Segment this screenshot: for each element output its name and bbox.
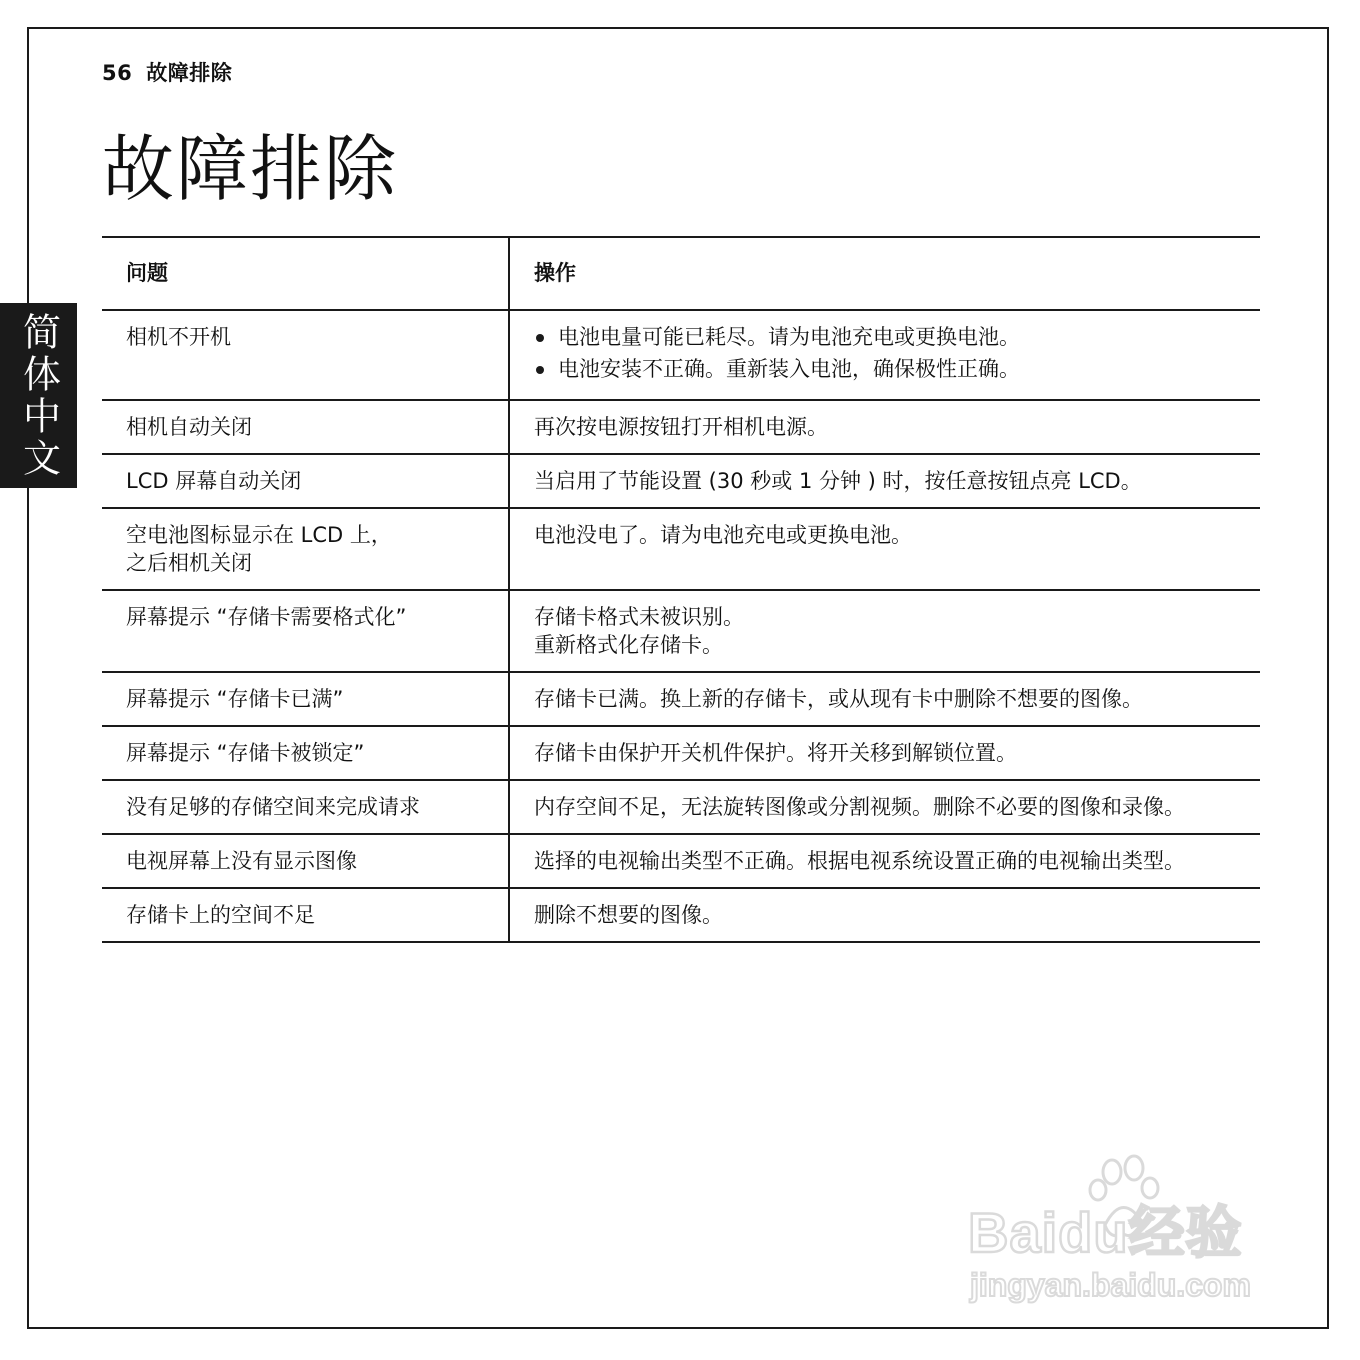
action-text: 存储卡由保护开关机件保护。将开关移到解锁位置。 — [534, 741, 1017, 765]
problem-cell — [102, 780, 509, 834]
problem-cell — [102, 888, 509, 942]
watermark-brand: Baidu经验 — [968, 1201, 1243, 1264]
table-row — [102, 590, 1260, 672]
action-cell — [509, 780, 1260, 834]
problem-text: 相机自动关闭 — [126, 415, 252, 439]
page-title: 故障排除 — [102, 127, 399, 211]
action-text: 存储卡已满。换上新的存储卡，或从现有卡中删除不想要的图像。 — [534, 687, 1143, 711]
problem-text: 之后相机关闭 — [126, 551, 252, 575]
problem-cell — [102, 310, 509, 400]
problem-cell — [102, 672, 509, 726]
action-text: 内存空间不足，无法旋转图像或分割视频。删除不必要的图像和录像。 — [534, 795, 1185, 819]
action-cell — [509, 834, 1260, 888]
problem-cell — [102, 590, 509, 672]
running-header — [102, 57, 232, 87]
table-row — [102, 672, 1260, 726]
table-row — [102, 400, 1260, 454]
table-row — [102, 834, 1260, 888]
action-cell — [509, 454, 1260, 508]
baidu-jingyan-watermark — [960, 1150, 1290, 1310]
table-body — [102, 310, 1260, 942]
problem-text: 电视屏幕上没有显示图像 — [126, 849, 357, 873]
page-number: 56 — [102, 61, 133, 85]
problem-cell — [102, 834, 509, 888]
action-text: 当启用了节能设置 (30 秒或 1 分钟 ) 时，按任意按钮点亮 LCD。 — [534, 469, 1142, 493]
problem-text: 相机不开机 — [126, 325, 231, 349]
column-header-action: 操作 — [509, 237, 1260, 310]
action-cell — [509, 310, 1260, 400]
watermark-url: jingyan.baidu.com — [970, 1267, 1251, 1303]
language-side-tab-label: 简体中文 — [16, 311, 61, 480]
table-row — [102, 454, 1260, 508]
action-bullet-list — [534, 323, 1236, 383]
problem-text: 屏幕提示 “存储卡已满” — [126, 687, 344, 711]
table-row — [102, 310, 1260, 400]
problem-cell — [102, 508, 509, 590]
table-row — [102, 888, 1260, 942]
problem-cell — [102, 726, 509, 780]
table-header-row — [102, 237, 1260, 310]
action-bullet-item: 电池电量可能已耗尽。请为电池充电或更换电池。 — [534, 323, 1236, 351]
action-bullet-item: 电池安装不正确。重新装入电池，确保极性正确。 — [534, 355, 1236, 383]
section-name: 故障排除 — [146, 61, 233, 85]
problem-text: 没有足够的存储空间来完成请求 — [126, 795, 420, 819]
table-row — [102, 726, 1260, 780]
language-side-tab — [0, 303, 77, 488]
problem-text: LCD 屏幕自动关闭 — [126, 469, 302, 493]
action-cell — [509, 888, 1260, 942]
problem-cell — [102, 400, 509, 454]
column-header-problem: 问题 — [102, 237, 509, 310]
action-text: 再次按电源按钮打开相机电源。 — [534, 415, 828, 439]
problem-cell — [102, 454, 509, 508]
action-cell — [509, 508, 1260, 590]
problem-text: 屏幕提示 “存储卡需要格式化” — [126, 605, 407, 629]
problem-text: 屏幕提示 “存储卡被锁定” — [126, 741, 365, 765]
troubleshooting-table — [102, 236, 1260, 943]
action-cell — [509, 726, 1260, 780]
problem-text: 空电池图标显示在 LCD 上， — [126, 523, 392, 547]
action-text: 重新格式化存储卡。 — [534, 633, 723, 657]
action-text: 删除不想要的图像。 — [534, 903, 723, 927]
table-row — [102, 780, 1260, 834]
action-cell — [509, 590, 1260, 672]
action-text: 存储卡格式未被识别。 — [534, 605, 744, 629]
action-cell — [509, 672, 1260, 726]
problem-text: 存储卡上的空间不足 — [126, 903, 315, 927]
action-text: 电池没电了。请为电池充电或更换电池。 — [534, 523, 912, 547]
action-cell — [509, 400, 1260, 454]
action-text: 选择的电视输出类型不正确。根据电视系统设置正确的电视输出类型。 — [534, 849, 1185, 873]
table-row — [102, 508, 1260, 590]
